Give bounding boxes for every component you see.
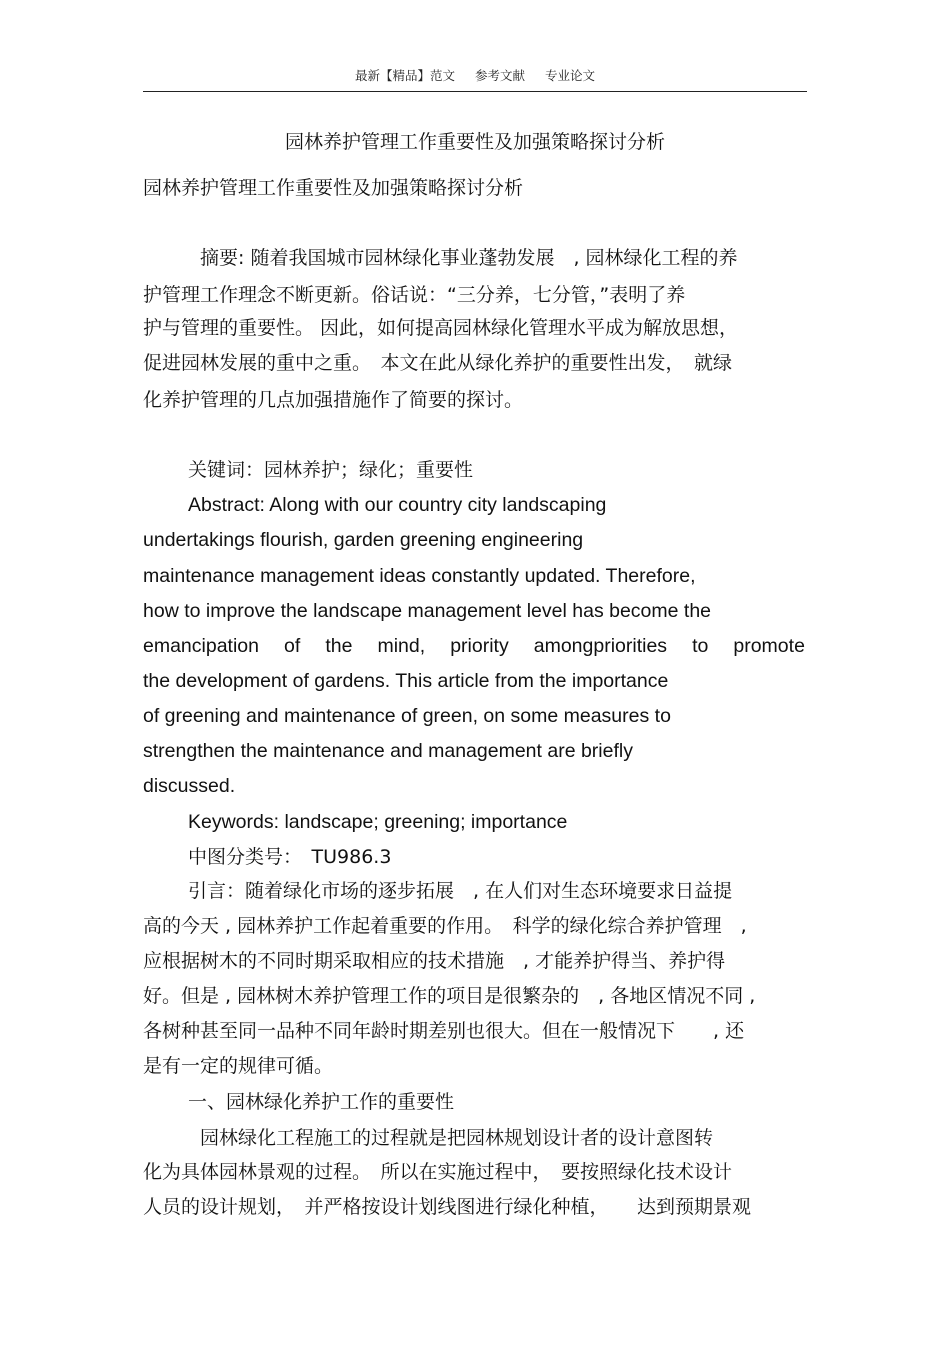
abstract-en-justified-line <box>143 634 805 658</box>
intro-line: 高的今天 , 园林养护工作起着重要的作用。 科学的绿化综合养护管理 , <box>143 915 747 937</box>
abstract-cn-line: 促进园林发展的重中之重。 本文在此从绿化养护的重要性出发， 就绿 <box>143 352 733 374</box>
document-subtitle: 园林养护管理工作重要性及加强策略探讨分析 <box>143 177 524 199</box>
header-item-papers: 专业论文 <box>544 68 595 83</box>
header-divider <box>143 91 807 92</box>
word: amongpriorities <box>533 635 668 657</box>
abstract-en-line: undertakings flourish, garden greening engineering <box>143 529 584 551</box>
intro-line: 是有一定的规律可循。 <box>143 1055 334 1077</box>
abstract-en-line: Abstract: Along with our country city landscaping <box>188 494 607 516</box>
section-body-line: 园林绿化工程施工的过程就是把园林规划设计者的设计意图转 <box>200 1127 714 1149</box>
classification-number: 中图分类号： TU986.3 <box>188 846 392 868</box>
word: the <box>325 635 353 657</box>
abstract-cn-line: 化养护管理的几点加强措施作了简要的探讨。 <box>143 389 524 411</box>
word: to <box>692 635 709 657</box>
abstract-en-line: the development of gardens. This article from the importance <box>143 670 669 692</box>
abstract-en-line: how to improve the landscape management level has become the <box>143 600 712 622</box>
document-title: 园林养护管理工作重要性及加强策略探讨分析 <box>284 131 665 153</box>
abstract-en-line: of greening and maintenance of green, on some measures to <box>143 705 671 727</box>
header-item-references: 参考文献 <box>474 68 525 83</box>
header-item-fanwen: 最新【精品】范文 <box>354 68 455 83</box>
keywords-en: Keywords: landscape; greening; importance <box>188 811 568 833</box>
intro-line: 各树种甚至同一品种不同年龄时期差别也很大。但在一般情况下 , 还 <box>143 1020 745 1042</box>
abstract-cn-line: 护管理工作理念不断更新。俗话说：“三分养，七分管，”表明了养 <box>143 284 686 306</box>
keywords-cn: 关键词：园林养护；绿化；重要性 <box>188 459 474 481</box>
section-body-line: 化为具体园林景观的过程。 所以在实施过程中， 要按照绿化技术设计 <box>143 1161 733 1183</box>
section-body-line: 人员的设计规划， 并严格按设计划线图进行绿化种植， 达到预期景观 <box>143 1196 752 1218</box>
abstract-cn-line: 护与管理的重要性。 因此，如何提高园林绿化管理水平成为解放思想， <box>143 317 739 339</box>
section-heading: 一、园林绿化养护工作的重要性 <box>188 1091 455 1113</box>
abstract-en-line: maintenance management ideas constantly updated. Therefore, <box>143 565 696 587</box>
word: emancipation <box>143 635 259 657</box>
word: priority <box>450 635 509 657</box>
word: promote <box>733 635 805 657</box>
abstract-cn-line: 摘要: 随着我国城市园林绿化事业蓬勃发展 , 园林绿化工程的养 <box>200 247 738 269</box>
intro-line: 引言：随着绿化市场的逐步拓展 , 在人们对生态环境要求日益提 <box>188 880 733 902</box>
abstract-en-line: discussed. <box>143 775 236 797</box>
intro-line: 应根据树木的不同时期采取相应的技术措施 , 才能养护得当、养护得 <box>143 950 726 972</box>
word: of <box>284 635 301 657</box>
word: mind, <box>377 635 426 657</box>
abstract-en-line: strengthen the maintenance and management are briefly <box>143 740 633 762</box>
page-header <box>0 66 950 84</box>
intro-line: 好。但是 , 园林树木养护管理工作的项目是很繁杂的 , 各地区情况不同 , <box>143 985 756 1007</box>
